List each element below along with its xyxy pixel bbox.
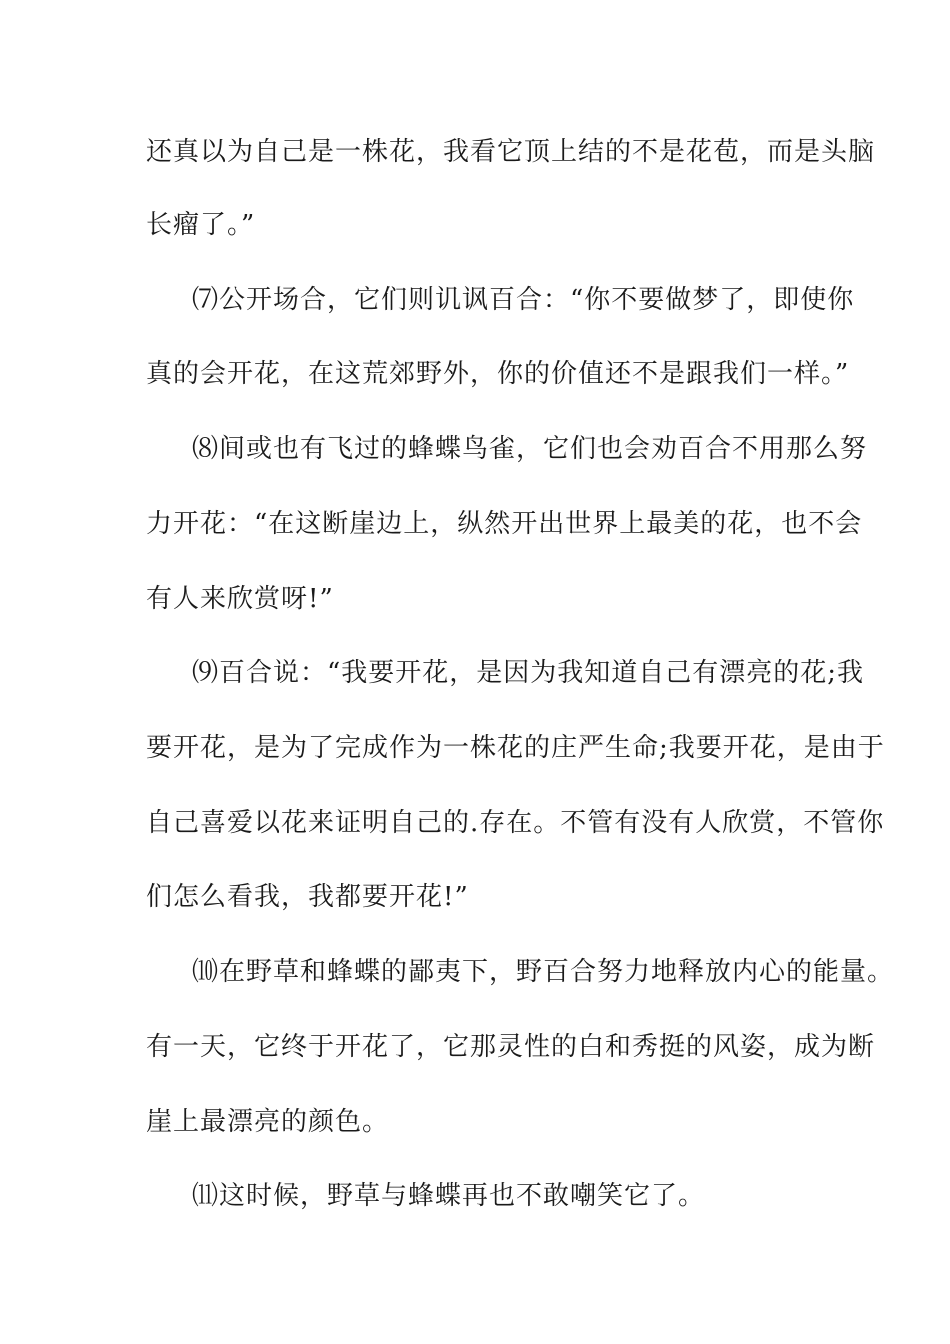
paragraph-9-line-3: 自己喜爱以花来证明自己的.存在。不管有没有人欣赏，不管你 <box>146 808 885 838</box>
paragraph-10-line-2: 有一天，它终于开花了，它那灵性的白和秀挺的风姿，成为断 <box>146 1032 876 1062</box>
text-line-1: 还真以为自己是一株花，我看它顶上结的不是花苞，而是头脑 <box>146 137 876 167</box>
paragraph-9-line-2: 要开花，是为了完成作为一株花的庄严生命;我要开花，是由于 <box>146 733 885 763</box>
paragraph-9-line-4: 们怎么看我，我都要开花!” <box>146 882 469 912</box>
paragraph-8-line-1: ⑻间或也有飞过的蜂蝶鸟雀，它们也会劝百合不用那么努 <box>192 434 868 464</box>
paragraph-11-line-1: ⑾这时候，野草与蜂蝶再也不敢嘲笑它了。 <box>192 1181 706 1211</box>
paragraph-9-line-1: ⑼百合说：“我要开花，是因为我知道自己有漂亮的花;我 <box>192 658 865 688</box>
paragraph-7-line-1: ⑺公开场合，它们则讥讽百合：“你不要做梦了，即使你 <box>192 285 855 315</box>
paragraph-10-line-1: ⑽在野草和蜂蝶的鄙夷下，野百合努力地释放内心的能量。 <box>192 957 895 987</box>
paragraph-8-line-3: 有人来欣赏呀!” <box>146 584 334 614</box>
paragraph-7-line-2: 真的会开花，在这荒郊野外，你的价值还不是跟我们一样。” <box>146 359 850 389</box>
paragraph-8-line-2: 力开花：“在这断崖边上，纵然开出世界上最美的花，也不会 <box>146 509 863 539</box>
text-line-2: 长瘤了。” <box>146 210 256 240</box>
paragraph-10-line-3: 崖上最漂亮的颜色。 <box>146 1107 390 1137</box>
